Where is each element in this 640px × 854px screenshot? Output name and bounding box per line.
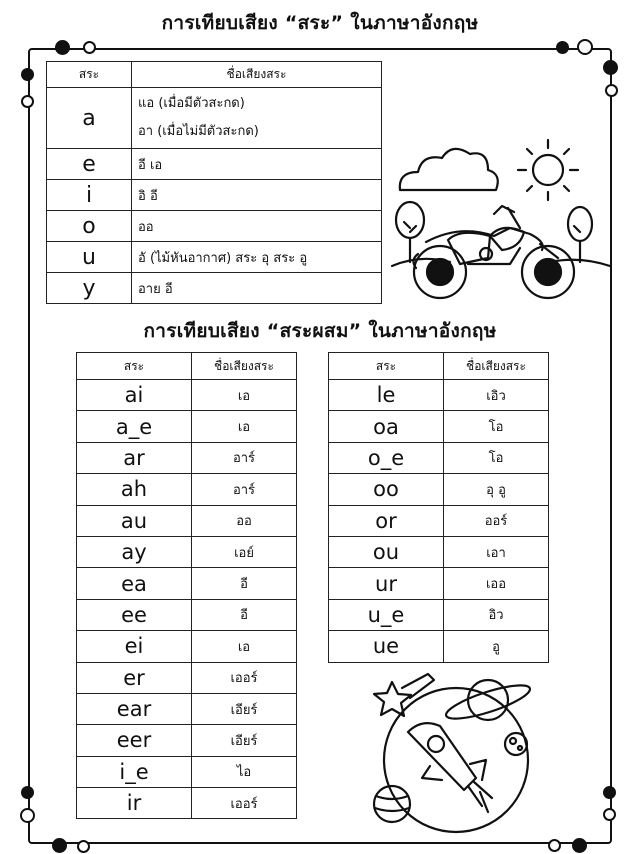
sound-cell: เอียร์ bbox=[192, 725, 297, 756]
vowel-cell: er bbox=[77, 662, 192, 693]
table-row bbox=[47, 180, 382, 211]
sound-cell: เออร์ bbox=[192, 788, 297, 819]
ornament-dot bbox=[603, 60, 618, 75]
table-row bbox=[77, 788, 297, 819]
sound-cell: เอียร์ bbox=[192, 693, 297, 724]
sound-cell: โอ bbox=[444, 411, 549, 442]
table-row bbox=[47, 273, 382, 304]
vowel-cell: e bbox=[47, 149, 132, 180]
vowel-cell: ur bbox=[329, 568, 444, 599]
table-header-row bbox=[47, 62, 382, 88]
table-row bbox=[329, 599, 549, 630]
sound-cell: อี เอ bbox=[132, 149, 382, 180]
ornament-dot bbox=[577, 39, 593, 55]
vowel-cell: or bbox=[329, 505, 444, 536]
table-header-row bbox=[329, 353, 549, 380]
vowel-cell: ear bbox=[77, 693, 192, 724]
sound-cell: อู bbox=[444, 631, 549, 662]
vowel-cell: o_e bbox=[329, 442, 444, 473]
rocket-planets-illustration bbox=[370, 668, 546, 836]
combined-vowel-table-left bbox=[76, 352, 297, 819]
vowel-cell: ea bbox=[77, 568, 192, 599]
ornament-dot bbox=[605, 84, 618, 97]
sound-cell: เอ bbox=[192, 411, 297, 442]
sound-cell: อิว bbox=[444, 599, 549, 630]
ornament-dot bbox=[21, 786, 34, 799]
table-row bbox=[329, 380, 549, 411]
table-row bbox=[47, 88, 382, 149]
table-row bbox=[329, 631, 549, 662]
tree-icon bbox=[396, 202, 424, 262]
rocket-icon bbox=[408, 723, 492, 812]
combined-vowel-table-right bbox=[328, 352, 549, 663]
vowel-cell: ah bbox=[77, 474, 192, 505]
sound-cell: อาร์ bbox=[192, 474, 297, 505]
ornament-dot bbox=[20, 808, 35, 823]
vowel-cell: i_e bbox=[77, 756, 192, 787]
header-vowel: สระ bbox=[77, 353, 192, 380]
table-header-row bbox=[77, 353, 297, 380]
vowel-cell: a_e bbox=[77, 411, 192, 442]
motorcycle-illustration bbox=[390, 132, 612, 310]
sound-cell: เอย์ bbox=[192, 536, 297, 567]
ornament-dot bbox=[572, 838, 587, 853]
table-row bbox=[329, 474, 549, 505]
table-row bbox=[329, 536, 549, 567]
tree-icon bbox=[568, 207, 592, 262]
sound-cell: เอา bbox=[444, 536, 549, 567]
sound-cell: อั (ไม้หันอากาศ) สระ อุ สระ อู bbox=[132, 242, 382, 273]
cloud-icon bbox=[400, 149, 498, 190]
table-row bbox=[47, 149, 382, 180]
small-planet-icon bbox=[505, 733, 527, 755]
sound-cell: ออ bbox=[132, 211, 382, 242]
vowel-cell: au bbox=[77, 505, 192, 536]
table-row bbox=[77, 662, 297, 693]
table-row bbox=[77, 442, 297, 473]
vowel-cell: ai bbox=[77, 380, 192, 411]
vowel-cell: oa bbox=[329, 411, 444, 442]
vowel-cell: le bbox=[329, 380, 444, 411]
sound-cell: เอ bbox=[192, 380, 297, 411]
vowel-cell: ou bbox=[329, 536, 444, 567]
ornament-dot bbox=[55, 40, 70, 55]
table-row bbox=[329, 411, 549, 442]
vowel-cell: ee bbox=[77, 599, 192, 630]
sound-line: อา (เมื่อไม่มีตัวสะกด) bbox=[138, 124, 259, 139]
single-vowel-table bbox=[46, 61, 382, 304]
motorcycle-icon bbox=[413, 206, 574, 298]
table-row bbox=[77, 599, 297, 630]
header-sound-name: ชื่อเสียงสระ bbox=[444, 353, 549, 380]
ornament-dot bbox=[83, 41, 96, 54]
sound-cell: อี bbox=[192, 568, 297, 599]
table-row bbox=[329, 568, 549, 599]
ornament-dot bbox=[21, 68, 34, 81]
table-row bbox=[77, 631, 297, 662]
sound-cell: อาย อี bbox=[132, 273, 382, 304]
ornament-dot bbox=[603, 786, 616, 799]
sound-cell: เออร์ bbox=[192, 662, 297, 693]
sound-cell: ไอ bbox=[192, 756, 297, 787]
ornament-dot bbox=[21, 95, 34, 108]
sound-line: แอ (เมื่อมีตัวสะกด) bbox=[138, 96, 245, 111]
sound-cell: โอ bbox=[444, 442, 549, 473]
sound-cell: อุ อู bbox=[444, 474, 549, 505]
ornament-dot bbox=[556, 41, 569, 54]
vowel-cell: eer bbox=[77, 725, 192, 756]
vowel-cell: oo bbox=[329, 474, 444, 505]
sound-cell: ออร์ bbox=[444, 505, 549, 536]
table-row bbox=[77, 568, 297, 599]
vowel-cell: y bbox=[47, 273, 132, 304]
sound-cell bbox=[132, 88, 382, 149]
vowel-cell: a bbox=[47, 88, 132, 149]
sun-icon bbox=[518, 140, 578, 200]
table-row bbox=[47, 242, 382, 273]
sound-cell: อาร์ bbox=[192, 442, 297, 473]
header-vowel: สระ bbox=[329, 353, 444, 380]
page-title-single-vowels: การเทียบเสียง “สระ” ในภาษาอังกฤษ bbox=[161, 12, 479, 34]
vowel-cell: ir bbox=[77, 788, 192, 819]
ornament-dot bbox=[548, 839, 561, 852]
header-vowel: สระ bbox=[47, 62, 132, 88]
table-row bbox=[77, 505, 297, 536]
vowel-cell: ue bbox=[329, 631, 444, 662]
sound-cell: ออ bbox=[192, 505, 297, 536]
sound-cell: เออ bbox=[444, 568, 549, 599]
table-row bbox=[77, 693, 297, 724]
page-title-combined-vowels: การเทียบเสียง “สระผสม” ในภาษาอังกฤษ bbox=[143, 320, 497, 342]
ringed-planet-icon bbox=[443, 679, 533, 725]
table-row bbox=[77, 474, 297, 505]
table-row bbox=[77, 380, 297, 411]
vowel-cell: ei bbox=[77, 631, 192, 662]
table-row bbox=[329, 505, 549, 536]
ornament-dot bbox=[52, 838, 67, 853]
vowel-cell: ay bbox=[77, 536, 192, 567]
sound-cell: เอ bbox=[192, 631, 297, 662]
ornament-dot bbox=[77, 840, 90, 853]
sound-cell: อิ อี bbox=[132, 180, 382, 211]
sound-cell: เอิว bbox=[444, 380, 549, 411]
ornament-dot bbox=[603, 808, 616, 821]
header-sound-name: ชื่อเสียงสระ bbox=[132, 62, 382, 88]
table-row bbox=[77, 725, 297, 756]
sound-cell: อี bbox=[192, 599, 297, 630]
table-row bbox=[77, 536, 297, 567]
vowel-cell: i bbox=[47, 180, 132, 211]
table-row bbox=[329, 442, 549, 473]
header-sound-name: ชื่อเสียงสระ bbox=[192, 353, 297, 380]
vowel-cell: ar bbox=[77, 442, 192, 473]
table-row bbox=[77, 411, 297, 442]
table-row bbox=[47, 211, 382, 242]
vowel-cell: u bbox=[47, 242, 132, 273]
table-row bbox=[77, 756, 297, 787]
vowel-cell: u_e bbox=[329, 599, 444, 630]
vowel-cell: o bbox=[47, 211, 132, 242]
